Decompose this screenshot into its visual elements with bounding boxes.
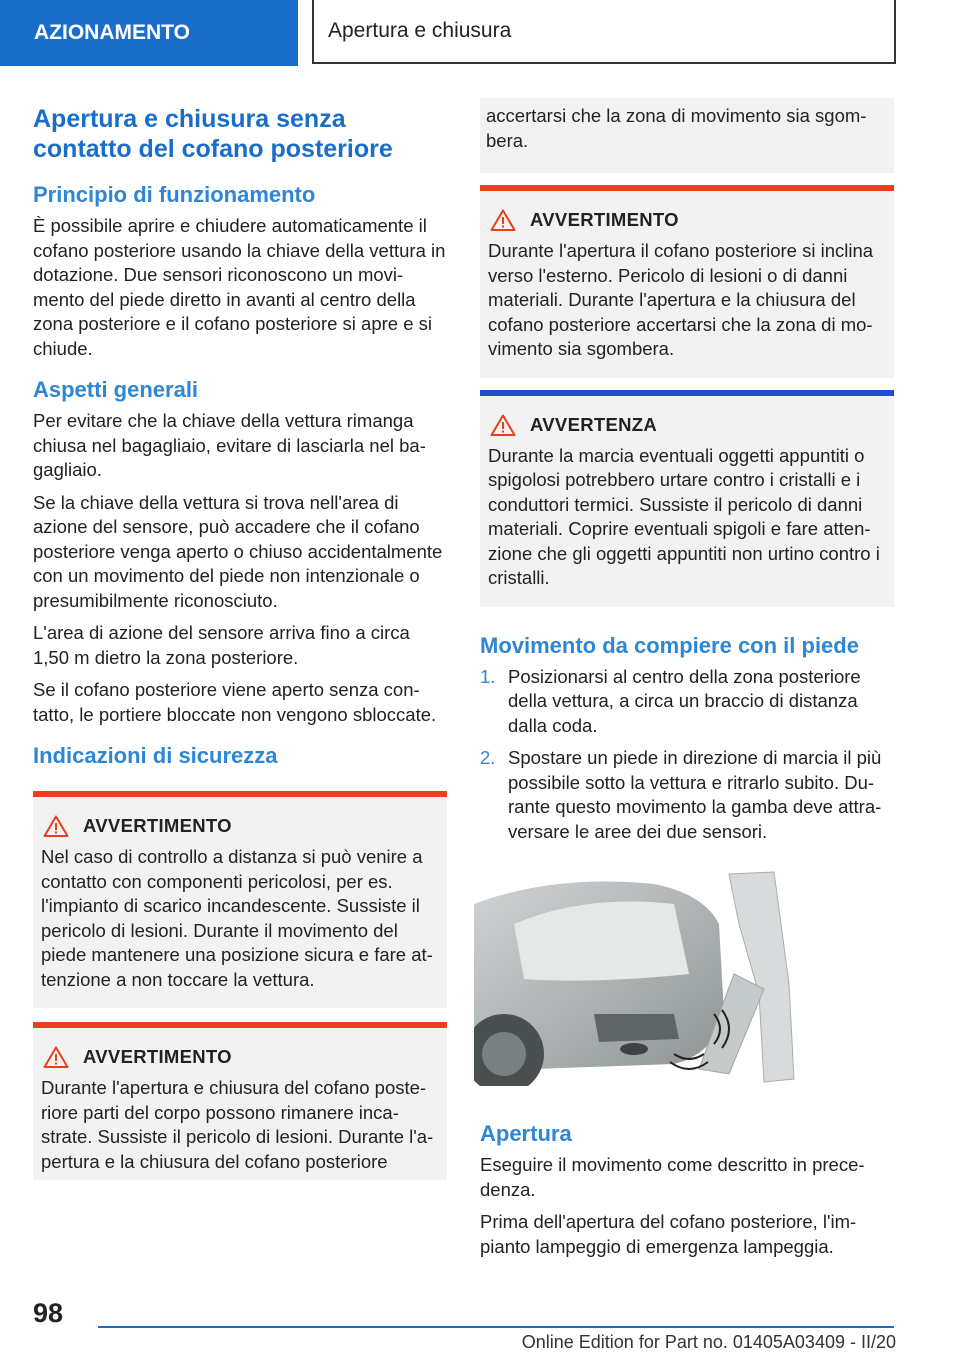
section-label: AZIONAMENTO xyxy=(34,21,190,44)
continuation-text: accertarsi che la zona di movimento sia sgombera. xyxy=(486,105,867,151)
warning-triangle-icon xyxy=(490,209,516,231)
general-heading: Aspetti generali xyxy=(33,377,199,402)
section-tab xyxy=(0,0,298,66)
step-text: Posizionarsi al centro della zona posteriore della vettura, a circa un braccio di distanza dalla coda. xyxy=(508,665,861,736)
warning-triangle-icon xyxy=(490,414,516,436)
steps-list xyxy=(480,665,894,845)
step-number: 2. xyxy=(480,747,496,768)
general-paragraph-2: Se la chiave della vettura si trova nell'area di azione del sensore, può accadere che il cofano posteriore venga aperto o chiuso accidentalmente con un movimento del piede non intenzionale o presumibilmente riconosciuto. xyxy=(33,491,443,611)
warning-text: Durante l'apertura il cofano posteriore si inclina verso l'esterno. Pericolo di lesioni o di danni materiali. Durante l'apertura e la chiusura del cofano posteriore accertarsi che la zona di movimento sia sgombera. xyxy=(488,240,874,359)
list-item xyxy=(480,665,894,739)
header-title: Apertura e chiusura xyxy=(328,19,512,42)
warning-box-1 xyxy=(33,791,447,1008)
main-title: Apertura e chiusura senza contatto del cofano posteriore xyxy=(33,105,393,163)
notice-text: Durante la marcia eventuali oggetti appuntiti o spigolosi potrebbero urtare contro i cristalli e i conduttori termici. Sussiste il pericolo di danni materiali. Coprire eventuali spigoli e fare attenzione che gli oggetti appuntiti non urtino contro i cristalli. xyxy=(488,444,880,588)
opening-paragraph-2: Prima dell'apertura del cofano posteriore, l'impianto lampeggio di emergenza lampeggia. xyxy=(480,1211,857,1257)
notice-label: AVVERTENZA xyxy=(530,413,658,435)
page-header xyxy=(312,0,896,64)
step-text: Spostare un piede in direzione di marcia il più possibile sotto la vettura e ritrarlo subito. Durante questo movimento la gamba deve attraversare le aree dei due sensori. xyxy=(508,747,882,842)
notice-box xyxy=(480,390,894,607)
illustration-foot-gesture xyxy=(474,864,814,1086)
principle-text: È possibile aprire e chiudere automaticamente il cofano posteriore usando la chiave della vettura in dotazione. Due sensori riconoscono un movimento del piede diretto in avanti al centro della zona posteriore e il cofano posteriore si apre e si chiude. xyxy=(33,215,446,359)
general-paragraph-3: L'area di azione del sensore arriva fino a circa 1,50 m dietro la zona posteriore. xyxy=(33,622,410,668)
footer-edition: Online Edition for Part no. 01405A03409 - II/20 xyxy=(521,1332,896,1352)
general-paragraph-4: Se il cofano posteriore viene aperto senza contatto, le portiere bloccate non vengono sbloccate. xyxy=(33,679,437,725)
right-column xyxy=(480,98,894,1267)
safety-heading: Indicazioni di sicurezza xyxy=(33,743,278,768)
opening-heading: Apertura xyxy=(480,1121,572,1146)
left-column xyxy=(33,104,447,1180)
warning-continuation xyxy=(480,98,894,173)
warning-label: AVVERTIMENTO xyxy=(530,209,679,230)
list-item xyxy=(480,746,894,844)
general-paragraph-1: Per evitare che la chiave della vettura rimanga chiusa nel bagagliaio, evitare di lasciarla nel bagagliaio. xyxy=(33,410,426,480)
warning-box-2 xyxy=(33,1022,447,1180)
warning-label: AVVERTIMENTO xyxy=(83,815,232,836)
footer-divider xyxy=(98,1326,894,1328)
warning-text: Nel caso di controllo a distanza si può venire a contatto con componenti pericolosi, per es. l'impianto di scarico incandescente. Sussiste il pericolo di lesioni. Durante il movimento del piede mantenere una posizione sicura e fare attenzione a non toccare la vettura. xyxy=(41,846,433,990)
opening-paragraph-1: Eseguire il movimento come descritto in precedenza. xyxy=(480,1154,865,1200)
warning-triangle-icon xyxy=(43,1046,69,1068)
step-number: 1. xyxy=(480,665,496,687)
warning-box-3 xyxy=(480,185,894,378)
page-number: 98 xyxy=(33,1298,64,1328)
warning-triangle-icon xyxy=(43,815,69,837)
movement-heading: Movimento da compiere con il piede xyxy=(480,632,859,658)
principle-heading: Principio di funzionamento xyxy=(33,182,316,207)
warning-label: AVVERTIMENTO xyxy=(83,1046,232,1067)
warning-text: Durante l'apertura e chiusura del cofano posteriore parti del corpo possono rimanere incastrate. Sussiste il pericolo di lesioni. Durante l'apertura e la chiusura del cofano posteriore xyxy=(41,1077,434,1172)
